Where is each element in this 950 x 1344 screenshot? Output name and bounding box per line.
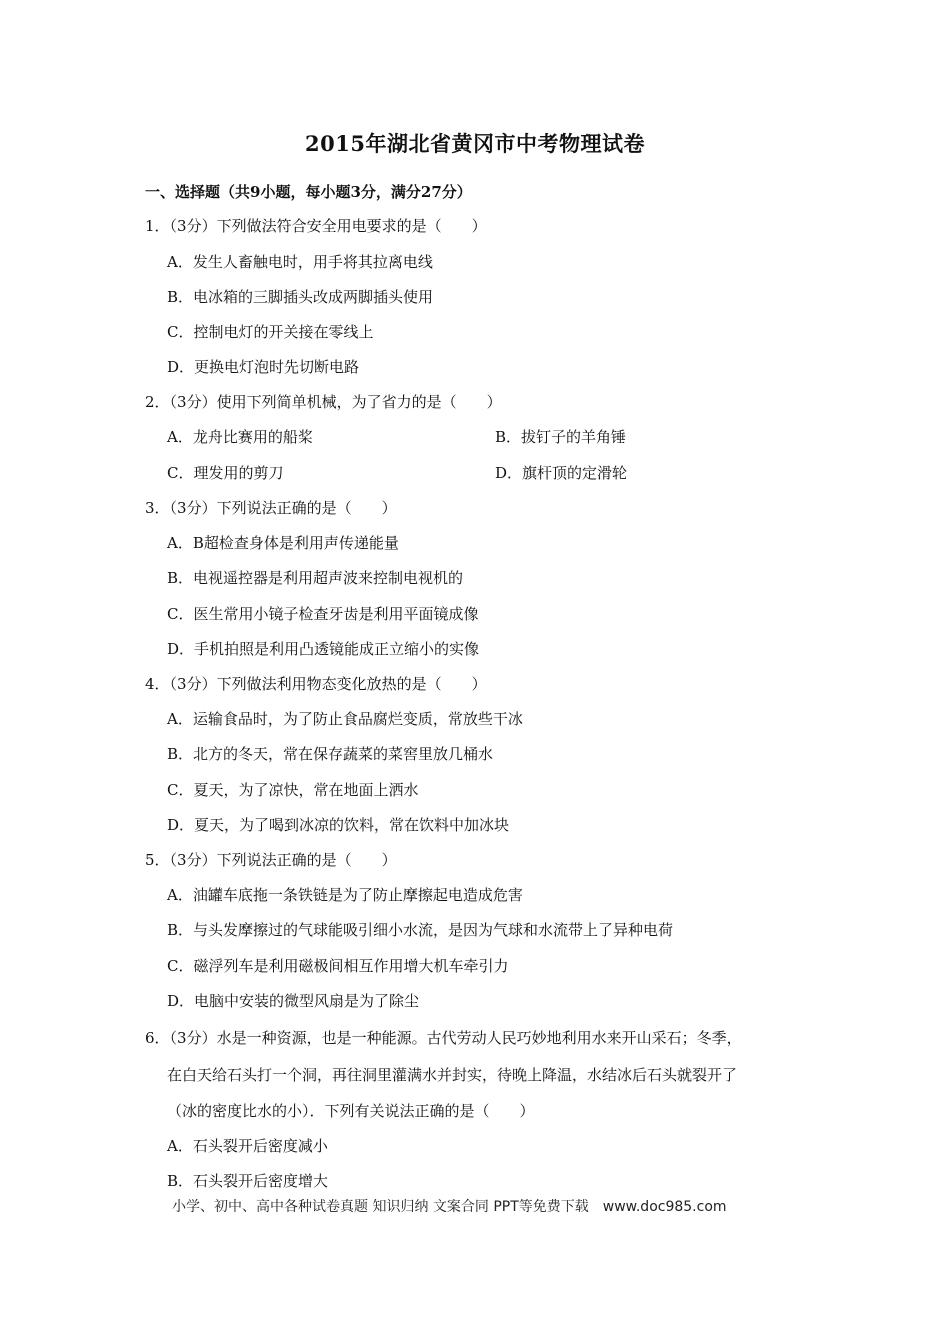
question-6-option-a: A．石头裂开后密度减小 [167, 1137, 328, 1155]
question-1-option-a: A．发生人畜触电时，用手将其拉离电线 [167, 253, 433, 271]
question-1-stem: 1．（3分）下列做法符合安全用电要求的是（ ） [145, 217, 487, 235]
question-4-stem: 4．（3分）下列做法利用物态变化放热的是（ ） [145, 675, 487, 693]
question-3-option-b: B．电视遥控器是利用超声波来控制电视机的 [167, 569, 464, 587]
question-6-option-b: B．石头裂开后密度增大 [167, 1172, 329, 1190]
section-heading: 一、选择题（共9小题，每小题3分，满分27分） [145, 183, 472, 201]
question-5-option-d: D．电脑中安装的微型风扇是为了除尘 [167, 992, 420, 1010]
question-4-option-a: A．运输食品时，为了防止食品腐烂变质，常放些干冰 [167, 710, 523, 728]
question-1-option-b: B．电冰箱的三脚插头改成两脚插头使用 [167, 288, 434, 306]
question-5-stem: 5．（3分）下列说法正确的是（ ） [145, 851, 397, 869]
question-6-stem-line-2: 在白天给石头打一个洞，再往洞里灌满水并封实，待晚上降温，水结冰后石头就裂开了 [167, 1066, 738, 1084]
question-2-stem: 2．（3分）使用下列简单机械，为了省力的是（ ） [145, 393, 502, 411]
question-3-option-c: C．医生常用小镜子检查牙齿是利用平面镜成像 [167, 605, 479, 623]
question-6-stem-line-3: （冰的密度比水的小）．下列有关说法正确的是（ ） [167, 1102, 535, 1120]
question-2-option-d: D．旗杆顶的定滑轮 [495, 464, 628, 482]
question-5-option-a: A．油罐车底拖一条铁链是为了防止摩擦起电造成危害 [167, 886, 523, 904]
footer-watermark-text: 小学、初中、高中各种试卷真题 知识归纳 文案合同 PPT等免费下载 www.doc985.com [172, 1199, 727, 1215]
question-1-option-c: C．控制电灯的开关接在零线上 [167, 323, 374, 341]
question-3-option-d: D．手机拍照是利用凸透镜能成正立缩小的实像 [167, 640, 480, 658]
question-2-option-a: A．龙舟比赛用的船桨 [167, 428, 313, 446]
question-2-option-b: B．拔钉子的羊角锤 [495, 428, 627, 446]
page-title: 2015年湖北省黄冈市中考物理试卷 [305, 131, 645, 156]
question-6-stem: 6．（3分）水是一种资源，也是一种能源。古代劳动人民巧妙地利用水来开山采石；冬季， [145, 1029, 742, 1047]
question-2-option-c: C．理发用的剪刀 [167, 464, 284, 482]
question-3-option-a: A．B超检查身体是利用声传递能量 [167, 534, 399, 552]
question-5-option-c: C．磁浮列车是利用磁极间相互作用增大机车牵引力 [167, 957, 509, 975]
question-3-stem: 3．（3分）下列说法正确的是（ ） [145, 499, 397, 517]
question-4-option-c: C．夏天，为了凉快，常在地面上洒水 [167, 781, 419, 799]
question-1-option-d: D．更换电灯泡时先切断电路 [167, 358, 360, 376]
question-4-option-d: D．夏天，为了喝到冰凉的饮料，常在饮料中加冰块 [167, 816, 510, 834]
question-4-option-b: B．北方的冬天，常在保存蔬菜的菜窖里放几桶水 [167, 745, 494, 763]
question-5-option-b: B．与头发摩擦过的气球能吸引细小水流，是因为气球和水流带上了异种电荷 [167, 921, 674, 939]
